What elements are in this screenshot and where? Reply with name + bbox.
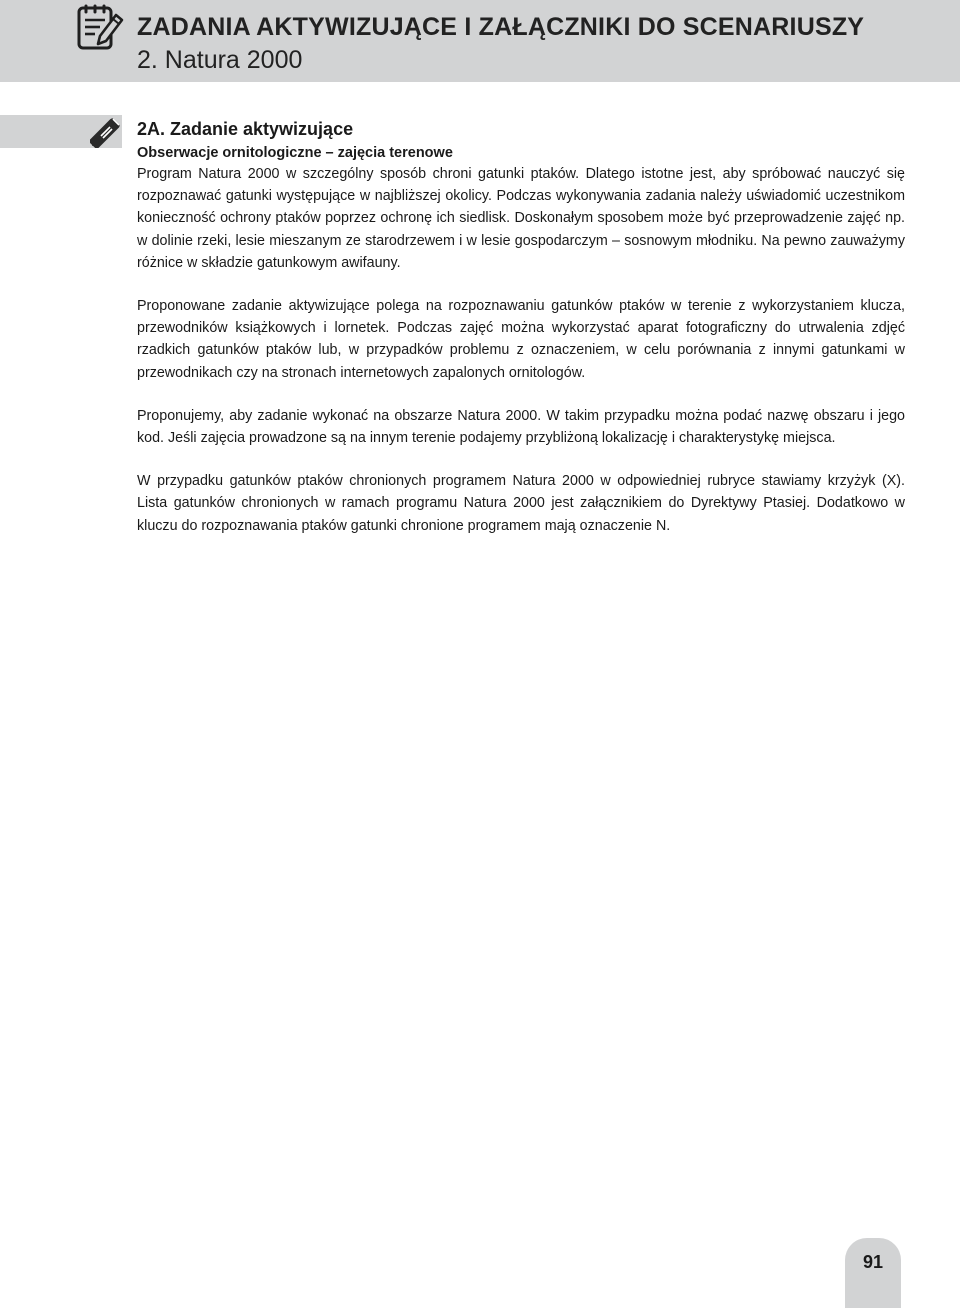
page-number-tab: [845, 1238, 901, 1308]
page-title: ZADANIA AKTYWIZUJĄCE I ZAŁĄCZNIKI DO SCENARIUSZY: [137, 13, 865, 41]
notepad-pencil-icon: [76, 2, 124, 52]
section-title: 2A. Zadanie aktywizujące: [137, 119, 354, 139]
body-text: [137, 163, 905, 537]
paragraph: Program Natura 2000 w szczególny sposób chroni gatunki ptaków. Dlatego istotne jest, aby spróbować nauczyć się rozpoznawać gatunki występujące w najbliższej okolicy. Podczas wykonywania zadania należy uświadomić uczestnikom konieczność ochrony ptaków poprzez ochronę ich siedlisk. Doskonałym sposobem może być przeprowadzenie zajęć np. w dolinie rzeki, lesie mieszanym ze starodrzewem i w lesie gospodarczym – sosnowym młodniku. Na pewno zauważymy różnice w składzie gatunkowym awifauny.: [137, 166, 905, 271]
paragraph: Proponowane zadanie aktywizujące polega na rozpoznawaniu gatunków ptaków w terenie z wykorzystaniem klucza, przewodników książkowych i lornetek. Podczas zajęć można wykorzystać aparat fotograficzny do utrwalenia zdjęć rzadkich gatunków ptaków lub, w przypadków problemu z oznaczeniem, w celu porównania z innymi gatunkami w przewodnikach czy na stronach internetowych zapalonych ornitologów.: [137, 298, 905, 381]
pencil-icon: [90, 116, 122, 148]
section-subtitle: Obserwacje ornitologiczne – zajęcia terenowe: [137, 145, 453, 161]
page-number: 91: [862, 1252, 884, 1272]
page-subtitle: 2. Natura 2000: [137, 46, 303, 74]
paragraph: Proponujemy, aby zadanie wykonać na obszarze Natura 2000. W takim przypadku można podać nazwę obszaru i jego kod. Jeśli zajęcia prowadzone są na innym terenie podajemy przybliżoną lokalizację i charakterystykę miejsca.: [137, 407, 905, 447]
paragraph: W przypadku gatunków ptaków chronionych programem Natura 2000 w odpowiedniej rubryce stawiamy krzyżyk (X). Lista gatunków chronionych w ramach programu Natura 2000 jest załącznikiem do Dyrektywy Ptasiej. Dodatkowo w kluczu do rozpoznawania ptaków gatunki chronione programem mają oznaczenie N.: [137, 473, 905, 534]
